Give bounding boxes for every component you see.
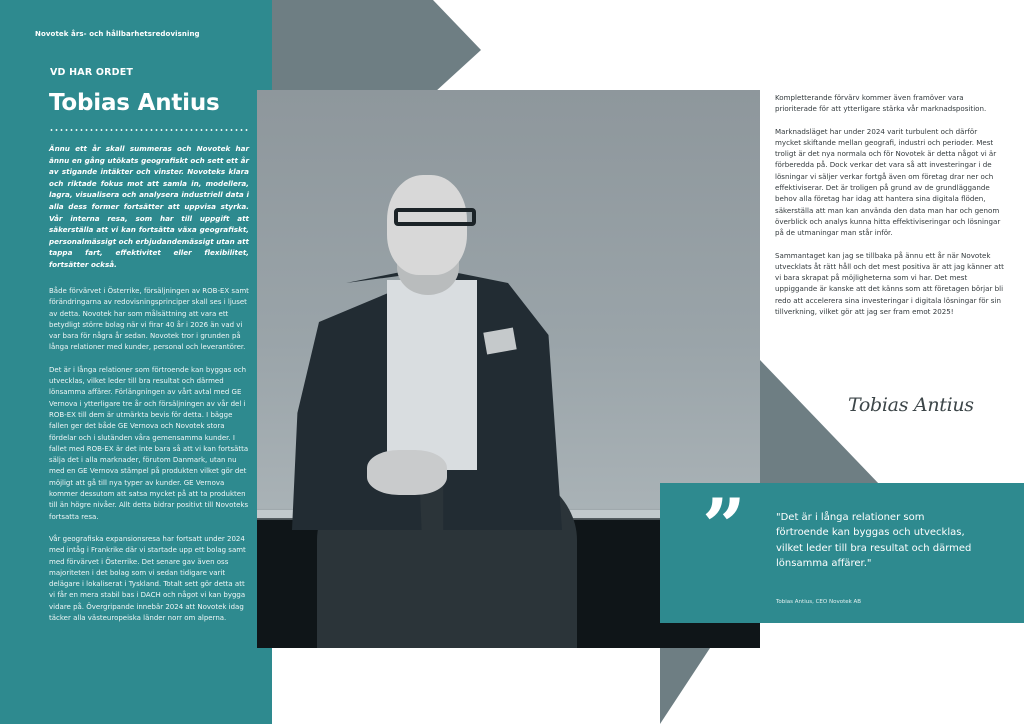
shirt: [387, 280, 477, 470]
bottom-diagonal-shape: [660, 648, 710, 724]
article-title: Tobias Antius: [49, 90, 220, 116]
signature: Tobias Antius: [848, 394, 974, 416]
middle-diagonal-shape: [740, 360, 880, 485]
body-paragraph: Det är i långa relationer som förtroende kan byggas och utvecklas, vilket leder till bra resultat och därmed lönsamma affärer. Förlängningen av vårt avtal med GE Vernova i ytterligare tre år och försäljningen av vår del i ROB-EX till dem är utmärkta bevis för detta. I bägge fallen ger det både GE Vernova och Novotek stora fördelar och i slutänden våra gemensamma kunder. I fallet med ROB-EX är det inte bara så att vi kan fortsätta sälja det i alla marknader, förutom Danmark, utan nu med en GE Vernova stämpel på produkten vilket gör det möjligt att gå till nya typer av kunder. GE Vernova kommer dessutom att satsa mycket på att ta produkten till än högre nivåer. Allt detta bidrar positivt till Novoteks fortsatta resa.: [49, 365, 249, 521]
lead-paragraph: Ännu ett år skall summeras och Novotek har ännu en gång utökats geografiskt och sett ett år av stigande intäkter och vinster. Novoteks klara och riktade fokus mot att samla in, modellera, lagra, visualisera och analysera industriell data i alla dess former fortsätter att uppvisa styrka. Vår interna resa, som har till uppgift att säkerställa att vi kan fortsätta växa geografiskt, personalmässigt och erbjudandemässigt utan att tappa fart, effektivitet eller flexibilitet, fortsätter också.: [49, 144, 249, 269]
body-left: [49, 286, 249, 635]
section-label: VD HAR ORDET: [50, 67, 134, 78]
body-paragraph: Marknadsläget har under 2024 varit turbulent och därför mycket skiftande mellan geografi, industri och perioder. Mest troligt är det nya normala och för Novotek är detta något vi är förberedda på. Dock verkar det vara så att investeringar i de lösningar vi säljer verkar fortgå även om företag drar ner och effektiviserar. Det är troligen på grund av de grundläggande behov alla företag har idag att hantera sina digitala flöden, säkerställa att man kan använda den data man har och genom överblick och analys kunna hitta effektiviseringar och lösningar på de utmaningar man står inför.: [775, 126, 1001, 238]
quote-attribution: Tobias Antius, CEO Novotek AB: [776, 599, 862, 605]
left-column: [0, 0, 272, 724]
body-paragraph: Vår geografiska expansionsresa har fortsatt under 2024 med intåg i Frankrike där vi startade upp ett bolag samt med förvärvet i Österrike. Det senare gav även oss majoriteten i det bolag som vi sedan tidigare varit delägare i lokaliserat i Tyskland. Totalt sett gör detta att vi får en mera stabil bas i DACH och något vi kan bygga vidare på. Övergripande innebär 2024 att Novotek idag täcker alla västeuropeiska länder norr om alperna.: [49, 534, 246, 623]
top-chevron-shape: [257, 0, 481, 92]
body-right: [775, 92, 1005, 328]
closing-quote-icon: ”: [702, 482, 746, 571]
glasses: [394, 208, 476, 226]
hands: [367, 450, 447, 495]
body-paragraph: Kompletterande förvärv kommer även framöver vara prioriterade för att ytterligare stärka vår marknadsposition.: [775, 93, 987, 114]
quote-text: "Det är i långa relationer som förtroende kan byggas och utvecklas, vilket leder till bra resultat och därmed lönsamma affärer.": [776, 512, 972, 570]
body-paragraph: Sammantaget kan jag se tillbaka på ännu ett år när Novotek utvecklats åt rätt håll och det mest positiva är att jag känner att vi bara skrapat på möjligheterna som vi har. Det mest uppiggande är kanske att det känns som att företagen börjar bli redo att accelerera sina investeringar i digitala lösningar för sin tillverkning, vilket gör att jag ser fram emot 2025!: [775, 250, 1004, 317]
dotted-divider: [49, 129, 249, 131]
publication-title: Novotek års- och hållbarhetsredovisning: [35, 30, 200, 38]
body-paragraph: Både förvärvet i Österrike, försäljningen av ROB-EX samt förändringarna av redovisningsprinciper skall ses i ljuset av detta. Novotek har som målsättning att vara ett betydligt större bolag när vi firar 40 år i 2026 än vad vi var bara för några år sedan. Novotek tror i grunden på långa relationer med kunder, personal och leverantörer.: [49, 287, 249, 352]
pull-quote: [660, 483, 1024, 623]
